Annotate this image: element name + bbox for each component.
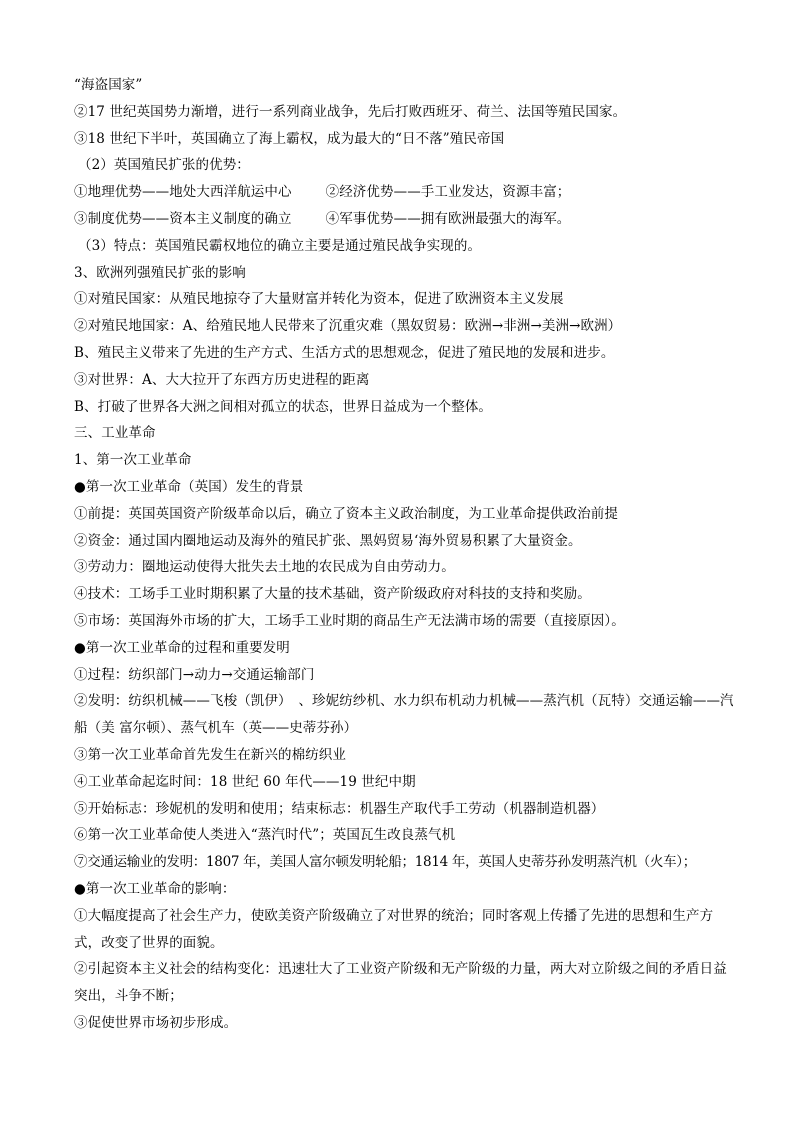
text-line: ⑤市场：英国海外市场的扩大，工场手工业时期的商品生产无法满市场的需要（直接原因）。: [74, 612, 625, 629]
section-heading: 3、欧洲列强殖民扩张的影响: [74, 264, 246, 281]
text-line: B、打破了世界各大洲之间相对孤立的状态，世界日益成为一个整体。: [74, 398, 493, 415]
text-line: ⑥第一次工业革命使人类进入“蒸汽时代”；英国瓦生改良蒸气机: [74, 827, 456, 844]
bullet-heading: ●第一次工业革命（英国）发生的背景: [74, 478, 304, 495]
text-paragraph: ②引起资本主义社会的结构变化：迅速壮大了工业资产阶级和无产阶级的力量，两大对立阶级之间的矛盾日益突出，斗争不断；: [74, 961, 727, 1005]
text-paragraph: ②发明：纺织机械——飞梭（凯伊） 、珍妮纺纱机、水力织布机动力机械——蒸汽机（瓦特）交通运输——汽船（美 富尔顿）、蒸气机车（英——史蒂芬孙）: [74, 693, 734, 737]
text-line: （3）特点：英国殖民霸权地位的确立主要是通过殖民战争实现的。: [78, 237, 482, 254]
text-line: ⑤开始标志：珍妮机的发明和使用；结束标志：机器生产取代手工劳动（机器制造机器）: [74, 800, 605, 817]
document-page: [74, 72, 734, 1037]
text-span: ③制度优势——资本主义制度的确立: [74, 210, 292, 227]
text-line: ①过程：纺织部门→动力→交通运输部门: [74, 666, 315, 683]
section-heading: （2）英国殖民扩张的优势：: [78, 157, 250, 174]
advantage-row: [74, 206, 734, 233]
text-line: “海盗国家”: [74, 77, 143, 93]
bullet-heading: ●第一次工业革命的过程和重要发明: [74, 639, 290, 656]
text-line: ②17 世纪英国势力渐增，进行一系列商业战争，先后打败西班牙、荷兰、法国等殖民国家。: [74, 103, 627, 120]
text-line: ②资金：通过国内圈地运动及海外的殖民扩张、黑妈贸易‘海外贸易积累了大量资金。: [74, 532, 582, 549]
text-line: ②对殖民地国家：A、给殖民地人民带来了沉重灾难（黑奴贸易：欧洲→非洲→美洲→欧洲）: [74, 318, 622, 335]
section-heading: 1、第一次工业革命: [74, 452, 192, 469]
text-line: ④工业革命起迄时间：18 世纪 60 年代——19 世纪中期: [74, 773, 416, 790]
text-line: ③劳动力：圈地运动使得大批失去土地的农民成为自由劳动力。: [74, 559, 455, 576]
advantage-row: [74, 179, 734, 206]
chapter-heading: 三、工业革命: [74, 425, 156, 442]
text-line: ④技术：工场手工业时期积累了大量的技术基础，资产阶级政府对科技的支持和奖励。: [74, 586, 591, 603]
text-line: ③促使世界市场初步形成。: [74, 1014, 238, 1031]
bullet-heading: ●第一次工业革命的影响：: [74, 880, 236, 897]
text-line: ①对殖民国家：从殖民地掠夺了大量财富并转化为资本，促进了欧洲资本主义发展: [74, 291, 564, 308]
text-paragraph: ①大幅度提高了社会生产力，使欧美资产阶级确立了对世界的统治；同时客观上传播了先进的思想和生产方式，改变了世界的面貌。: [74, 907, 714, 951]
text-line: B、殖民主义带来了先进的生产方式、生活方式的思想观念，促进了殖民地的发展和进步。: [74, 344, 615, 361]
text-line: ①前提：英国英国资产阶级革命以后，确立了资本主义政治制度，为工业革命提供政治前提: [74, 505, 618, 522]
text-line: ③对世界：A、大大拉开了东西方历史进程的距离: [74, 371, 370, 388]
text-span: ④军事优势——拥有欧洲最强大的海军。: [325, 210, 571, 227]
text-line: ③第一次工业革命首先发生在新兴的棉纺织业: [74, 746, 346, 763]
text-span: ②经济优势——手工业发达，资源丰富；: [325, 184, 571, 201]
text-line: ⑦交通运输业的发明：1807 年，美国人富尔顿发明轮船；1814 年，英国人史蒂芬孙发明蒸汽机（火车）；: [74, 854, 696, 871]
text-line: ③18 世纪下半叶，英国确立了海上霸权，成为最大的“日不落”殖民帝国: [74, 130, 505, 147]
text-span: ①地理优势——地处大西洋航运中心: [74, 184, 292, 201]
